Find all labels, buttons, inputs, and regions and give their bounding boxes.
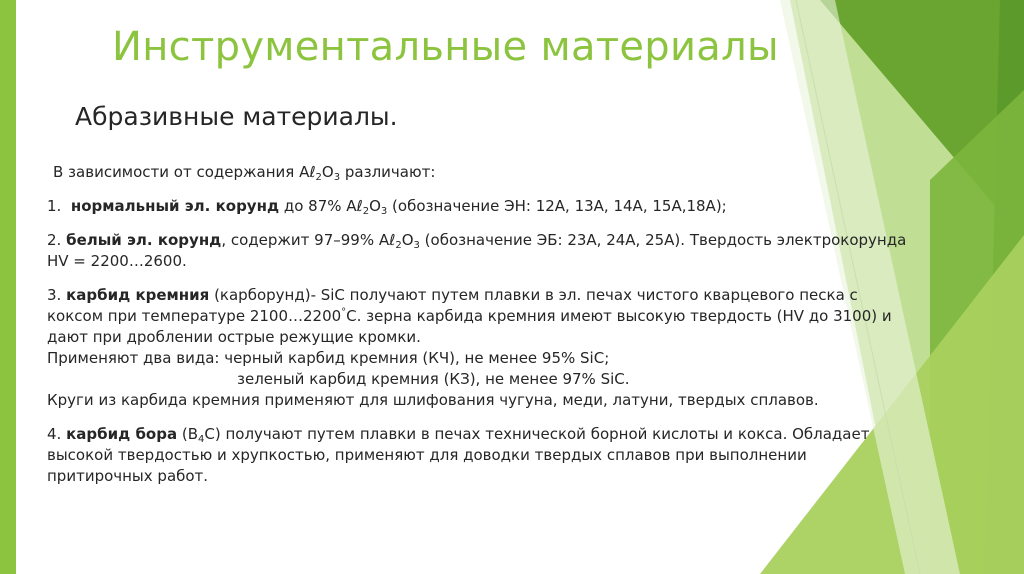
- item-3: 3. карбид кремния (карборунд)- SiC получают путем плавки в эл. печах чистого кварцевого песка с: [47, 286, 858, 304]
- item-2-line-2: HV = 2200…2600.: [47, 252, 187, 270]
- item-2: 2. белый эл. корунд, содержит 97–99% $A\ell_2O_3$ (обозначение ЭБ: 23А, 24А, 25А). Твердость электрокорунда: [47, 231, 907, 251]
- slide-title: Инструментальные материалы: [112, 24, 779, 70]
- deco-shape-left-strip: [0, 0, 16, 574]
- slide-subtitle: Абразивные материалы.: [75, 102, 398, 131]
- item-3-line-6: Круги из карбида кремния применяют для шлифования чугуна, меди, латуни, твердых сплавов.: [47, 391, 819, 409]
- slide-body: [47, 162, 1012, 487]
- intro-line: В зависимости от содержания $A\ell_2O_3$ различают:: [53, 163, 436, 183]
- item-3-line-2: коксом при температуре 2100…2200°С. зерна карбида кремния имеют высокую твердость (HV до 3100) и: [47, 307, 892, 325]
- item-4-line-2: высокой твердостью и хрупкостью, применяют для доводки твердых сплавов при выполнении: [47, 446, 807, 464]
- item-3-line-4: Применяют два вида: черный карбид кремния (КЧ), не менее 95% SiC;: [47, 349, 610, 367]
- item-4-line-3: притирочных работ.: [47, 467, 209, 485]
- item-3-line-3: дают при дроблении острые режущие кромки.: [47, 328, 421, 346]
- item-4: 4. карбид бора $(B_4C)$ получают путем плавки в печах технической борной кислоты и кокса. Обладает: [47, 425, 870, 445]
- item-3-line-5: зеленый карбид кремния (КЗ), не менее 97% SiC.: [237, 370, 630, 388]
- item-1: 1. нормальный эл. корунд до 87% $A\ell_2O_3$ (обозначение ЭН: 12А, 13А, 14А, 15А,18А);: [47, 197, 727, 217]
